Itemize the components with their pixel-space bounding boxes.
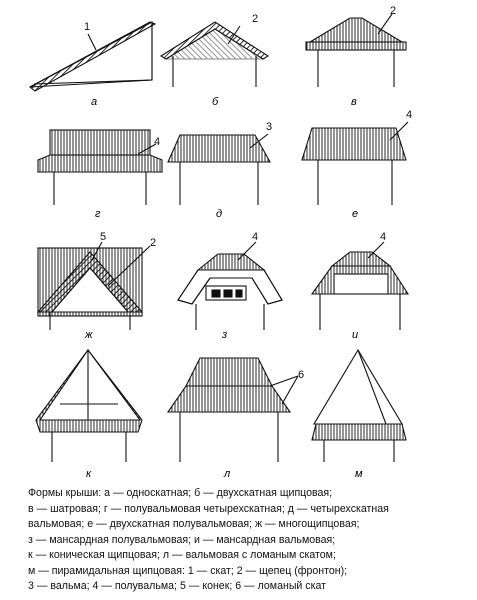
callout-a: 1 (84, 21, 91, 33)
callout-v: 2 (390, 5, 397, 17)
callout-e: 4 (406, 109, 413, 121)
label-g: г (95, 208, 101, 220)
callout-g: 4 (154, 136, 161, 148)
figure-caption (28, 486, 468, 595)
label-zh: ж (85, 329, 93, 341)
caption-line: вальмовая; е — двухскатная полувальмовая; ж — многощипцовая; (28, 518, 360, 530)
label-m: м (355, 468, 363, 480)
roof-g-half-hip (38, 130, 162, 205)
roof-v-tent (306, 14, 406, 87)
callout-zh-side: 2 (150, 237, 157, 249)
callout-z: 4 (252, 231, 259, 243)
roof-b-gable (161, 22, 268, 87)
roof-i-mansard-hip (312, 242, 408, 330)
label-v: в (351, 96, 357, 108)
roof-e-gable-half-hip (302, 122, 408, 205)
label-b: б (212, 96, 219, 108)
roof-k-conical-gable (36, 350, 142, 462)
callout-i: 4 (380, 231, 387, 243)
label-e: е (352, 208, 359, 220)
caption-line: м — пирамидальная щипцовая: 1 — скат; 2 — щепец (фронтон); (28, 564, 348, 577)
label-a: а (91, 96, 98, 108)
label-l: л (224, 468, 231, 480)
label-z: з (222, 329, 228, 341)
label-i: и (352, 329, 359, 341)
callout-d: 3 (266, 121, 273, 133)
caption-line: в — шатровая; г — полувальмовая четырехскатная; д — четырехскатная (28, 502, 389, 515)
caption-line: Формы крыши: а — односкатная; б — двухскатная щипцовая; (28, 487, 333, 499)
callout-b: 2 (252, 13, 259, 25)
roof-m-pyramidal-gable (312, 350, 406, 462)
label-k: к (86, 468, 92, 480)
roof-d-hip (168, 134, 270, 205)
callout-zh-top: 5 (100, 231, 107, 243)
label-d: д (216, 208, 223, 220)
caption-line: 3 — вальма; 4 — полувальма; 5 — конек; 6 — ломаный скат (28, 580, 326, 592)
roof-zh-multi-gable (38, 242, 150, 330)
callout-l: 6 (298, 369, 305, 381)
roof-z-mansard-half-hip (178, 242, 282, 330)
caption-line: з — мансардная полувальмовая; и — мансардная вальмовая; (28, 533, 336, 546)
roof-l-broken-slope (168, 358, 298, 462)
roof-a-single-pitch (30, 22, 155, 91)
caption-line: к — коническая щипцовая; л — вальмовая с ломаным скатом; (28, 549, 336, 561)
